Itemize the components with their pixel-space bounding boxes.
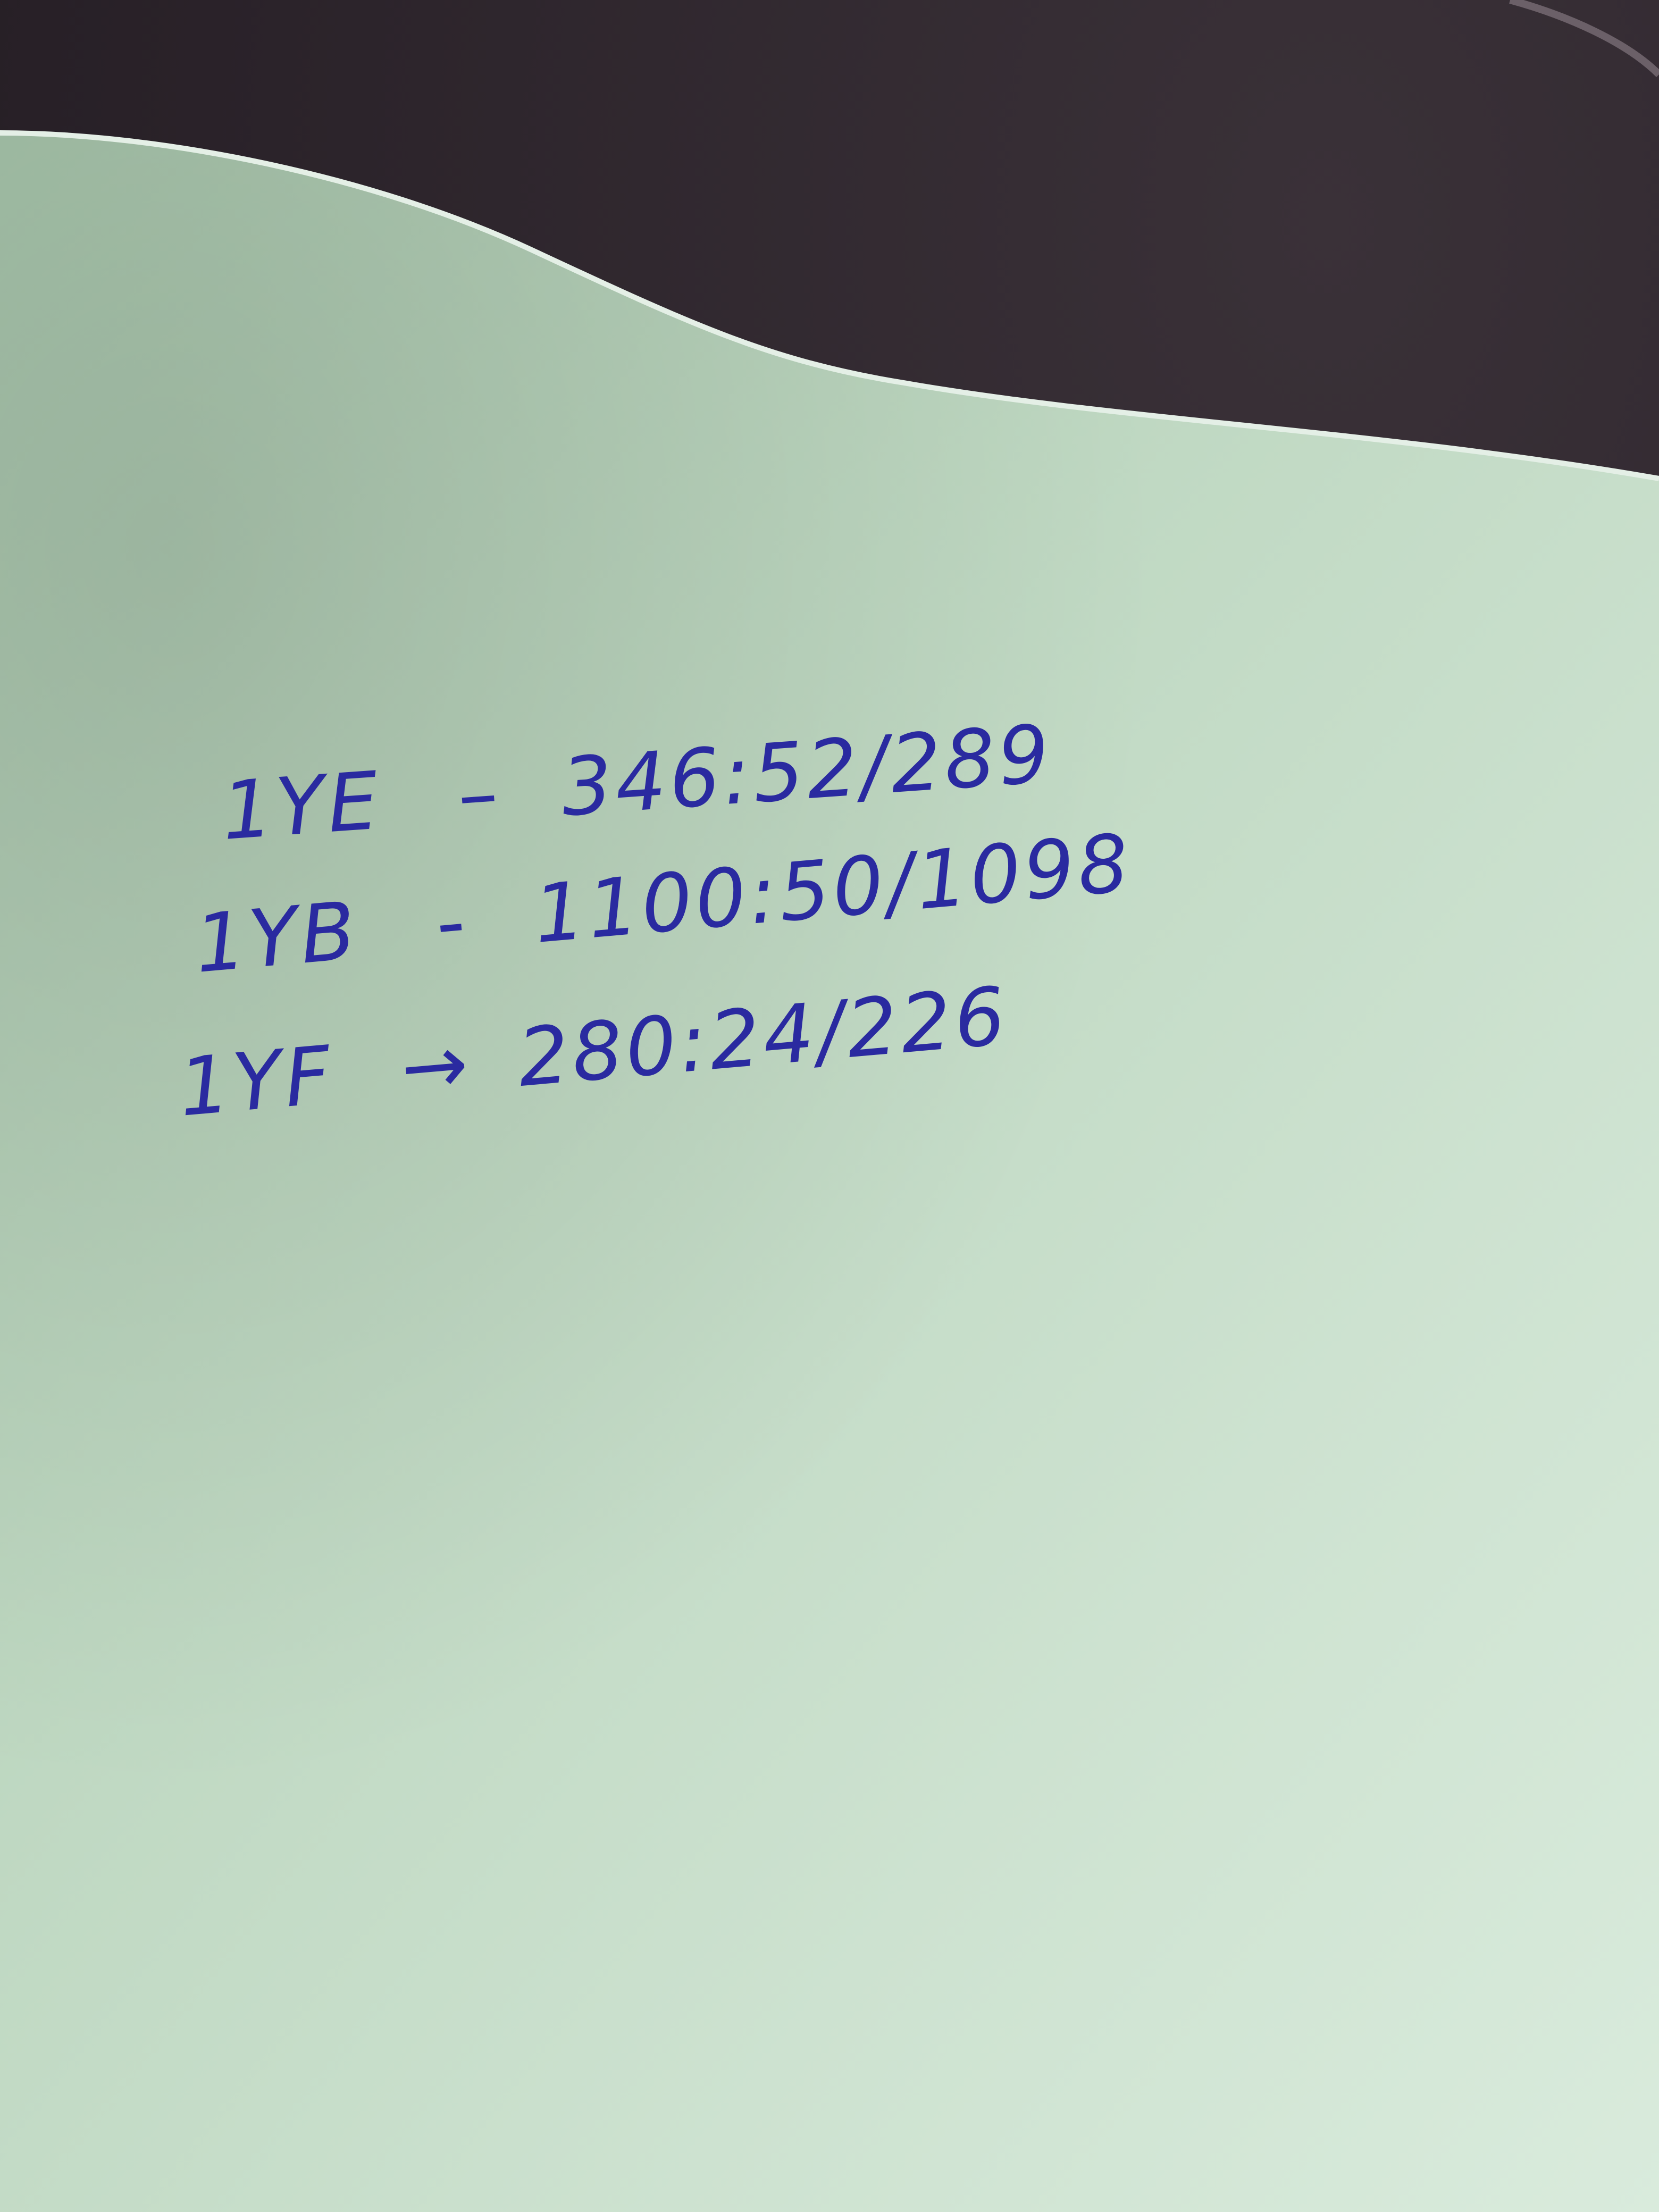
note-separator: - (432, 875, 472, 970)
note-value: 346:52/289 (558, 708, 1055, 835)
note-separator: – (455, 746, 504, 842)
note-code: 1YB (191, 884, 363, 991)
note-value: 280:24/226 (514, 970, 1012, 1105)
note-code: 1YF (175, 1029, 338, 1135)
note-separator: → (397, 1017, 475, 1116)
note-code: 1YE (219, 755, 384, 858)
note-value: 1100:50/1098 (530, 817, 1136, 962)
